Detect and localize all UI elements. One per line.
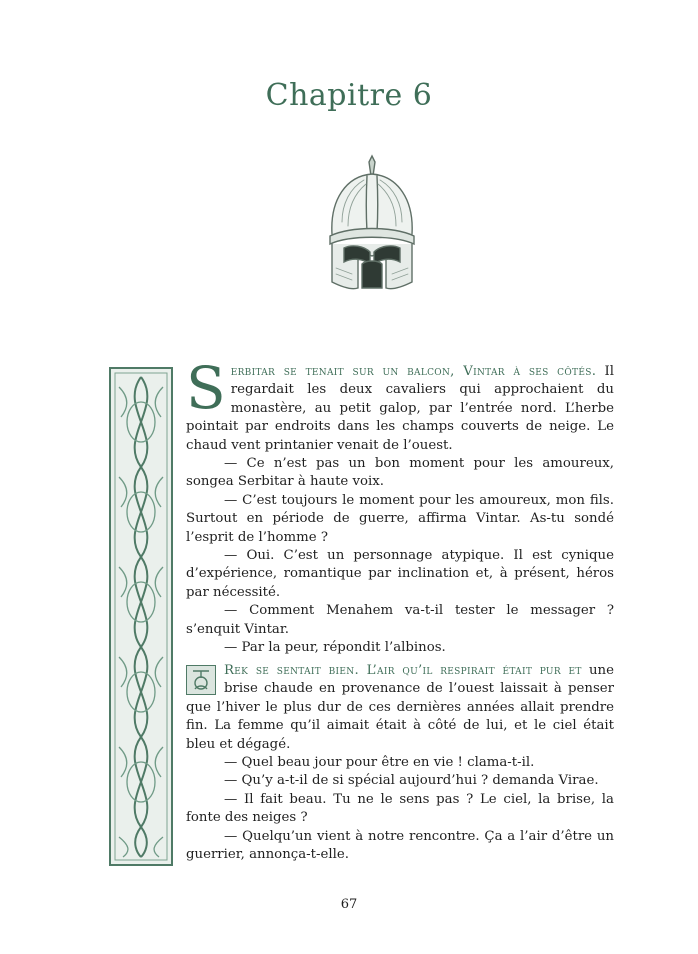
section-2: [186, 662, 614, 864]
paragraph: — Ce n’est pas un bon moment pour les amoureux, songea Serbitar à haute voix.: [186, 456, 614, 490]
helmet-illustration: [322, 152, 422, 294]
paragraph: — Quelqu’un vient à notre rencontre. Ça a l’air d’être un guerrier, annonça-t-elle.: [186, 828, 614, 863]
section-2-lead-rest: une brise chaude en provenance de l’ouest laissait à penser que l’hiver le plus dur de ces dernières années allait prendre fin. La femme qu’il aimait était à côté de lui, et le ciel était bleu et dégagé.: [186, 663, 614, 752]
paragraph: — Qu’y a-t-il de si spécial aujourd’hui ? demanda Virae.: [224, 773, 599, 789]
section-2-lead: Rek se sentait bien. L’air qu’il respirait était pur et: [224, 663, 582, 678]
paragraph: — Oui. C’est un personnage atypique. Il est cynique d’expérience, romantique par inclination et, à présent, héros par nécessité.: [186, 548, 614, 600]
section-1-lead-rest: Il regardait les deux cavaliers qui approchaient du monastère, au petit galop, par l’entrée nord. L’herbe pointait par endroits dans les champs couverts de neige. Le chaud vent printanier venait de l’ouest.: [186, 364, 614, 453]
knotwork-border: [109, 367, 173, 866]
drop-cap: S: [186, 354, 226, 422]
section-1-opening: [186, 354, 614, 455]
ornament-initial: [186, 665, 216, 695]
section-1-lead: erbitar se tenait sur un balcon, Vintar à ses côtés.: [230, 364, 597, 379]
paragraph: — Comment Menahem va-t-il tester le messager ? s’enquit Vintar.: [186, 603, 614, 637]
paragraph: — Quel beau jour pour être en vie ! clama-t-il.: [224, 755, 535, 771]
page-number: 67: [340, 897, 358, 912]
paragraph: — Par la peur, répondit l’albinos.: [224, 640, 446, 656]
section-1: [186, 354, 614, 658]
paragraph: — Il fait beau. Tu ne le sens pas ? Le ciel, la brise, la fonte des neiges ?: [186, 791, 614, 826]
paragraph: — C’est toujours le moment pour les amoureux, mon fils. Surtout en période de guerre, affirma Vintar. As-tu sondé l’esprit de l’homme ?: [186, 492, 614, 545]
chapter-title: Chapitre 6: [265, 78, 433, 113]
section-2-opening: [186, 662, 614, 754]
